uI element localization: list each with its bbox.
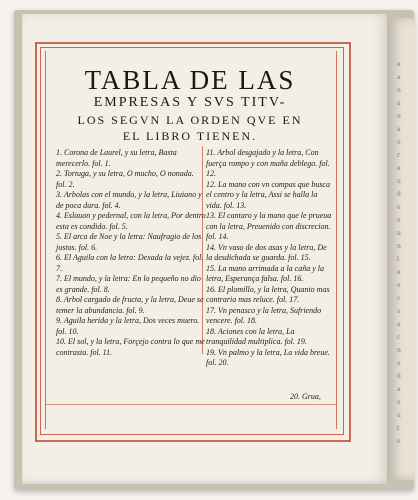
table-entry: 4. Eslauon y pedernal, con la letra, Por dentro esta es condido. fol. 5. (56, 211, 206, 231)
facing-page-glyph: a (397, 100, 401, 107)
facing-page-text (397, 58, 415, 448)
table-entry: 11. Arbol desgajado y la letra, Con fuerça rompo y con maña deblego. fol. 12. (206, 148, 330, 178)
facing-page-glyph: o (397, 139, 401, 146)
facing-page-glyph: u (397, 412, 401, 419)
table-entry: 5. El arca de Noe y la letra: Naufragio de los justos. fol. 6. (56, 232, 202, 252)
table-entry: 9. Aguila herida y la letra, Dos veces muero. fol. 10. (56, 316, 200, 336)
table-entry: 17. Vn penasco y la letra, Sufriendo vencere. fol. 18. (206, 305, 322, 325)
facing-page-glyph: r (397, 152, 400, 159)
title-line-4: EL LIBRO TIENEN. (122, 129, 258, 143)
facing-page-glyph: a (397, 386, 401, 393)
facing-page-glyph: t (397, 425, 400, 432)
page-title (48, 66, 332, 144)
red-rule-right (336, 51, 337, 429)
table-entry: 3. Arbolas con el mundo, y la letra, Liuiano y de poca dura. fol. 4. (56, 190, 202, 210)
facing-page-glyph: n (397, 230, 401, 237)
table-entry: 16. El plomillo, y la letra, Quanto mas contraria mas reluce. fol. 17. (206, 284, 330, 304)
table-entry: 18. Aciones con la letra, La tranquilidad multiplica. fol. 19. (206, 326, 307, 346)
facing-page-glyph: s (397, 308, 401, 315)
table-entry: 15. La mano arrimada a la caña y la letra, Esperança falsa. fol. 16. (206, 263, 324, 283)
facing-page-glyph: e (397, 438, 401, 445)
facing-page-glyph: l (397, 256, 399, 263)
table-entry: 2. Tortuga, y su letra, O mucho, O nonada. fol. 2. (56, 169, 194, 189)
table-entry: 19. Vn palmo y la letra, La vida breue. fol. 20. (206, 347, 330, 367)
facing-page-glyph: e (397, 360, 401, 367)
table-entry: 6. El Aguila con la letra: Dexada la vejez. fol. 7. (56, 253, 204, 273)
table-entry: 10. El sol, y la letra, Forçejo contra lo que me contrasta. fol. 11. (56, 337, 205, 357)
facing-page-glyph: e (397, 399, 401, 406)
facing-page-glyph: d (397, 373, 401, 380)
table-entry: 14. Vn vaso de dos asas y la letra, De la desdichada se guarda. fol. 15. (206, 242, 327, 262)
facing-page-glyph: n (397, 243, 401, 250)
facing-page-glyph: n (397, 113, 401, 120)
red-rule-left (45, 51, 46, 429)
facing-page-glyph: a (397, 165, 401, 172)
facing-page-glyph: n (397, 87, 401, 94)
table-entry: 13. El cantaro y la mano que le prueua con la letra, Preuenido con discrecion. fol. 14. (206, 211, 332, 241)
facing-page-glyph: a (397, 269, 401, 276)
facing-page-glyph: d (397, 191, 401, 198)
facing-page-glyph: a (397, 61, 401, 68)
facing-page (387, 18, 415, 480)
facing-page-glyph: c (397, 334, 401, 341)
table-entry: 7. El mundo, y la letra: En lo pequeño no dio es grande. fol. 8. (56, 274, 201, 294)
table-entry: 1. Corona de Laurel, y su letra, Basta merecerlo. fol. 1. (56, 148, 177, 168)
title-line-3: LOS SEGVN LA ORDEN QVE EN (77, 113, 303, 127)
facing-page-glyph: e (397, 204, 401, 211)
facing-page-glyph: a (397, 321, 401, 328)
facing-page-glyph: e (397, 282, 401, 289)
catchword: 20. Grua, (290, 392, 321, 401)
table-entry: 12. La mano con vn compas que busca el centro y la letra, Assi se halla la vida. fol. 13. (206, 179, 330, 210)
entries-column-left (56, 148, 206, 358)
facing-page-glyph: u (397, 178, 401, 185)
title-line-2: EMPRESAS Y SVS TITV- (93, 95, 287, 110)
facing-page-glyph: n (397, 347, 401, 354)
red-rule-bottom (45, 404, 337, 405)
facing-page-glyph: c (397, 295, 401, 302)
facing-page-glyph: a (397, 126, 401, 133)
facing-page-glyph: a (397, 74, 401, 81)
entries-column-right (206, 148, 334, 369)
title-line-1: TABLA DE LAS (84, 65, 296, 95)
facing-page-glyph: e (397, 217, 401, 224)
table-entry: 8. Arbol cargado de fructa, y la letra, Deue se temer la abundancia. fol. 9. (56, 295, 204, 315)
